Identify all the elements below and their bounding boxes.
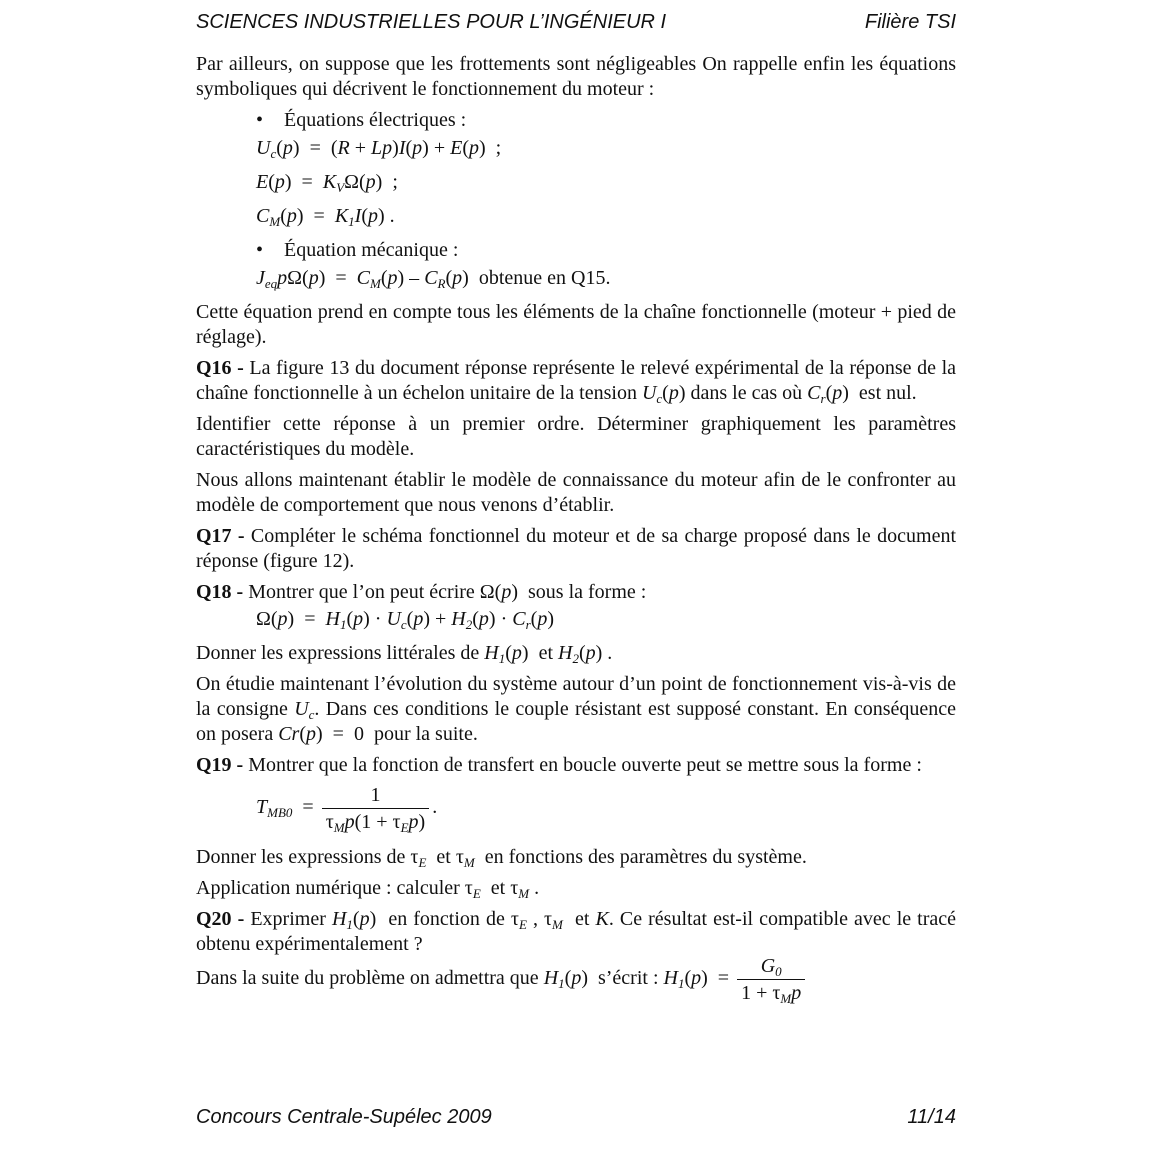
q19-text: Montrer que la fonction de transfert en boucle ouverte peut se mettre sous la forme : bbox=[248, 754, 922, 776]
q20-text-d: . Ce résultat est-il compatible avec le tracé obtenu expérimentalement ? bbox=[196, 908, 957, 955]
equation-open-loop: $T_{MB0}$ = $\frac{1}{\tau_Mp(1 + \tau_Ep)}$ . bbox=[256, 784, 438, 835]
identify-paragraph: Identifier cette réponse à un premier ordre. Déterminer graphiquement les paramètres caractéristiques du modèle. bbox=[196, 413, 956, 460]
page-footer bbox=[196, 1106, 956, 1132]
intro-paragraph: Par ailleurs, on suppose que les frottements sont négligeables On rappelle enfin les équations symboliques qui décrivent le fonctionnement du moteur : bbox=[196, 53, 956, 100]
equation-torque: $C_M(p) = K_1I(p)$ . bbox=[256, 205, 395, 229]
operating-text-b: . Dans ces conditions le couple résistant est supposé constant. En conséquence on posera bbox=[196, 698, 957, 745]
document-page bbox=[196, 0, 956, 1152]
header-course-title: SCIENCES INDUSTRIELLES POUR L’INGÉNIEUR I bbox=[196, 11, 667, 33]
question-17 bbox=[196, 524, 956, 574]
expressions-paragraph: Donner les expressions littérales de $H_1(p)$ et $H_2(p)$ . bbox=[196, 642, 613, 666]
page-body bbox=[196, 52, 956, 1010]
operating-point-paragraph: On étudie maintenant l’évolution du système autour d’un point de fonctionnement vis-à-vis de la consigne $U_c$. Dans ces conditions le couple résistant est supposé constant. En conséquence on posera Cr(p) = 0 pour la suite. bbox=[196, 673, 957, 745]
q17-text: Compléter le schéma fonctionnel du moteur et de sa charge proposé dans le document réponse (figure 12). bbox=[196, 525, 957, 572]
bullet-mechanical-label: Équation mécanique : bbox=[284, 239, 459, 261]
operating-text: On étudie maintenant l’évolution du système autour d’un point de fonctionnement vis-à-vis de la consigne bbox=[196, 673, 956, 720]
equation-omega: $\Omega(p) = H_1(p) \cdot U_c(p) + H_2(p) \cdot C_r(p)$ bbox=[256, 608, 554, 632]
q16-text-c: est nul. bbox=[858, 382, 917, 404]
final-text: Dans la suite du problème on admettra que bbox=[196, 967, 539, 990]
equation-mechanical: $J_{eq}p\Omega(p) = C_M(p) - C_R(p)$ obtenue en Q15. bbox=[256, 267, 611, 291]
tau-paragraph: Donner les expressions de $\tau_E$ et $\tau_M$ en fonctions des paramètres du système. bbox=[196, 846, 807, 870]
question-16: Q16 - La figure 13 du document réponse représente le relevé expérimental de la réponse de la chaîne fonctionnelle à un échelon unitaire de la tension $U_c(p)$ dans le cas où $C_r(p)$ est nul. bbox=[196, 357, 957, 406]
equation-voltage: $U_c(p) = (R + Lp)I(p) + E(p)$ ; bbox=[256, 137, 502, 161]
application-paragraph: Application numérique : calculer $\tau_E$ et $\tau_M$ . bbox=[196, 877, 540, 901]
page-header bbox=[196, 11, 956, 37]
q20-text-c: et bbox=[574, 908, 590, 930]
equation-emf: $E(p) = K_V\Omega(p)$ ; bbox=[256, 171, 398, 195]
q18-text-b: sous la forme : bbox=[528, 581, 647, 603]
q16-text-b: dans le cas où bbox=[690, 382, 803, 404]
footer-page-number: 11/14 bbox=[907, 1106, 956, 1128]
q18-label: Q18 - bbox=[196, 581, 244, 603]
application-text-b: et bbox=[490, 877, 506, 899]
bullet-mechanical bbox=[196, 238, 956, 263]
expressions-text: Donner les expressions littérales de bbox=[196, 642, 480, 664]
tau-text: Donner les expressions de bbox=[196, 846, 406, 868]
operating-text-c: pour la suite. bbox=[373, 723, 478, 745]
final-text-b: s’écrit : bbox=[597, 967, 659, 990]
bullet-electrical bbox=[196, 108, 956, 133]
q20-text-b: en fonction de bbox=[388, 908, 505, 930]
q20-text: Exprimer bbox=[250, 908, 326, 930]
final-paragraph: Dans la suite du problème on admettra que $H_1(p)$ s’écrit : $H_1(p)$ = $\frac{G_0}{1 + \tau_Mp}$ bbox=[196, 955, 956, 1004]
fraction: $\frac{G_0}{1 + \tau_Mp}$ bbox=[737, 955, 805, 1004]
q19-label: Q19 - bbox=[196, 754, 244, 776]
bullet-electrical-label: Équations électriques : bbox=[284, 109, 467, 131]
application-text: Application numérique : calculer bbox=[196, 877, 460, 899]
q18-text: Montrer que l’on peut écrire bbox=[248, 581, 475, 603]
expressions-text-b: et bbox=[538, 642, 553, 664]
bullet-icon: • bbox=[256, 239, 264, 261]
question-18: Q18 - Montrer que l’on peut écrire Ω(p) sous la forme : bbox=[196, 581, 647, 603]
chain-paragraph: Cette équation prend en compte tous les éléments de la chaîne fonctionnelle (moteur + pied de réglage). bbox=[196, 301, 956, 348]
q17-label: Q17 - bbox=[196, 525, 245, 547]
fraction: $\frac{1}{\tau_Mp(1 + \tau_Ep)}$ bbox=[322, 784, 430, 833]
tau-text-b: et bbox=[436, 846, 451, 868]
model-paragraph: Nous allons maintenant établir le modèle de connaissance du moteur afin de le confronter au modèle de comportement que nous venons d’établir. bbox=[196, 469, 956, 516]
question-20: Q20 - Exprimer $H_1(p)$ en fonction de $\tau_E$ , $\tau_M$ et K. Ce résultat est-il compatible avec le tracé obtenu expérimentalement ? bbox=[196, 908, 957, 955]
q16-text: La figure 13 du document réponse représente le relevé expérimental de la réponse de la chaîne fonctionnelle à un échelon unitaire de la tension bbox=[196, 357, 957, 404]
question-19 bbox=[196, 753, 956, 778]
bullet-icon: • bbox=[256, 109, 264, 131]
footer-contest: Concours Centrale-Supélec 2009 bbox=[196, 1106, 492, 1128]
q16-label: Q16 - bbox=[196, 357, 244, 379]
header-track: Filière TSI bbox=[864, 11, 956, 33]
tau-text-c: en fonctions des paramètres du système. bbox=[484, 846, 807, 868]
equation-mechanical-note: obtenue en Q15. bbox=[478, 267, 611, 289]
q20-label: Q20 - bbox=[196, 908, 245, 930]
